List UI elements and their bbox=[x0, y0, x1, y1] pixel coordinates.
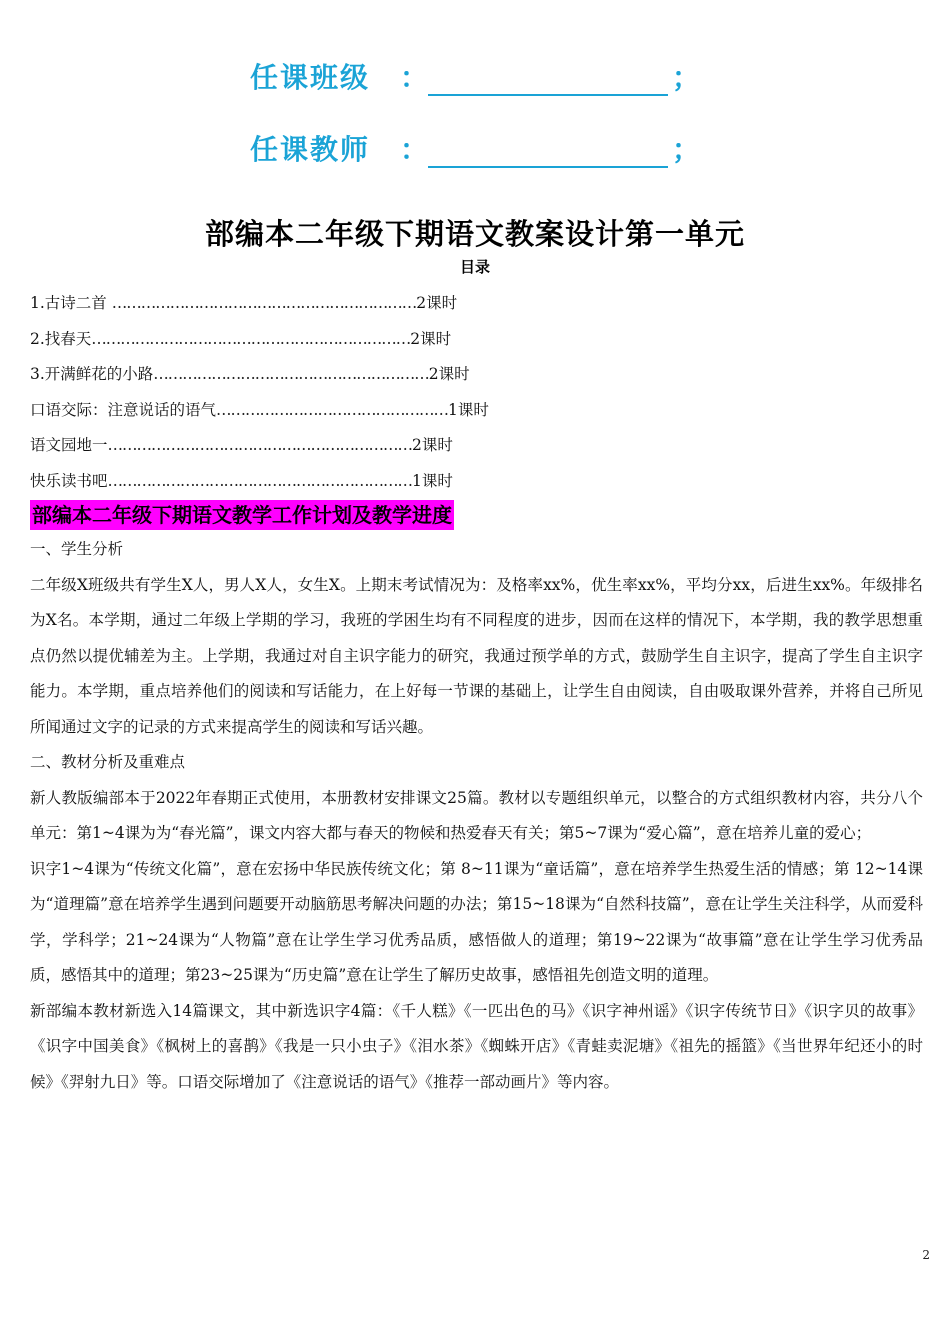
toc-item-hours: 2课时 bbox=[410, 329, 452, 348]
toc-item bbox=[30, 428, 910, 464]
page-number: 2 bbox=[922, 1248, 930, 1262]
student-analysis-heading: 一、学生分析 bbox=[30, 540, 124, 558]
toc-item-hours: 2课时 bbox=[428, 365, 470, 383]
material-analysis-heading: 二、教材分析及重难点 bbox=[30, 753, 186, 771]
material-paragraph-3: 新部编本教材新选入14篇课文，其中新选识字4篇：《千人糕》《一匹出色的马》《识字神州谣》《识字传统节日》《识字贝的故事》《识字中国美食》《枫树上的喜鹊》《我是一只小虫子》《泪水茶》《蜘蛛开店》《青蛙卖泥塘》《祖先的摇篮》《当世界年纪还小的时候》《羿射九日》等。口语交际增加了《注意说话的语气》《推荐一部动画片》等内容。 bbox=[30, 1001, 923, 1091]
toc-item-name: 语文园地一 bbox=[30, 436, 108, 454]
teacher-label: 任课教师 bbox=[250, 133, 371, 166]
toc-item-hours: 1课时 bbox=[412, 471, 453, 490]
toc-item-name: 3.开满鲜花的小路 bbox=[30, 365, 154, 383]
toc-item-hours: 1课时 bbox=[448, 400, 489, 419]
toc-item-dots: ………………………………………………… bbox=[153, 365, 429, 383]
document-title: 部编本二年级下期语文教案设计第一单元 bbox=[204, 217, 745, 251]
teacher-field-row bbox=[250, 124, 700, 168]
teacher-colon: ： bbox=[400, 133, 429, 166]
toc-title: 目录 bbox=[459, 258, 490, 276]
toc-item bbox=[30, 286, 910, 322]
class-blank-line bbox=[428, 64, 668, 96]
class-field-row bbox=[250, 52, 700, 96]
teacher-blank-line bbox=[428, 136, 668, 168]
document-body bbox=[30, 532, 923, 1100]
table-of-contents bbox=[30, 286, 910, 499]
class-colon: ： bbox=[400, 61, 429, 94]
material-paragraph-1: 新人教版编部本于2022年春期正式使用，本册教材安排课文25篇。教材以专题组织单元，以整合的方式组织教材内容，共分八个单元：第1~4课为为“春光篇”，课文内容大都与春天的物候和热爱春天有关；第5~7课为“爱心篇”，意在培养儿童的爱心； bbox=[30, 788, 923, 842]
toc-item bbox=[30, 464, 910, 500]
toc-item bbox=[30, 393, 910, 429]
toc-item-name: 口语交际：注意说话的语气 bbox=[30, 400, 217, 419]
toc-item-dots: ………………………………………………………… bbox=[91, 329, 411, 348]
student-analysis-paragraph: 二年级X班级共有学生X人，男人X人，女生X。上期末考试情况为：及格率xx%，优生率xx%，平均分xx，后进生xx%。年级排名为X名。本学期，通过二年级上学期的学习，我班的学困生均有不同程度的进步，因而在这样的情况下，本学期，我的教学思想重点仍然以提优辅差为主。上学期，我通过对自主识字能力的研究，我通过预学单的方式，鼓励学生自主识字，提高了学生自主识字能力。本学期，重点培养他们的阅读和写话能力，在上好每一节课的基础上，让学生自由阅读，自由吸取课外营养，并将自己所见所闻通过文字的记录的方式来提高学生的阅读和写话兴趣。 bbox=[30, 575, 923, 736]
toc-item-name: 2.找春天 bbox=[30, 329, 92, 348]
class-label: 任课班级 bbox=[250, 61, 371, 94]
toc-item-name: 1.古诗二首 bbox=[30, 294, 112, 312]
toc-item-dots: ………………………………………… bbox=[216, 400, 449, 419]
toc-item bbox=[30, 357, 910, 393]
teacher-semicolon: ； bbox=[672, 133, 701, 166]
class-semicolon: ； bbox=[672, 61, 701, 94]
toc-item-dots: ……………………………………………………… bbox=[107, 436, 413, 454]
toc-item-hours: 2课时 bbox=[412, 436, 453, 454]
toc-item bbox=[30, 322, 910, 358]
toc-item-name: 快乐读书吧 bbox=[30, 471, 108, 490]
toc-item-dots: ……………………………………………………… bbox=[111, 294, 417, 312]
plan-heading-highlighted: 部编本二年级下期语文教学工作计划及教学进度 bbox=[30, 500, 454, 530]
material-paragraph-2: 识字1~4课为“传统文化篇”，意在宏扬中华民族传统文化；第 8~11课为“童话篇”，意在培养学生热爱生活的情感；第 12~14课为“道理篇”意在培养学生遇到问题要开动脑筋思考解决问题的办法；第15~18课为“自然科技篇”，意在让学生关注科学，从而爱科学，学科学；21~24课为“人物篇”意在让学生学习优秀品质，感悟做人的道理；第19~22课为“故事篇”意在让学生学习优秀品质，感悟其中的道理；第23~25课为“历史篇”意在让学生了解历史故事，感悟祖先创造文明的道理。 bbox=[30, 859, 923, 984]
toc-item-dots: ……………………………………………………… bbox=[107, 471, 413, 490]
toc-item-hours: 2课时 bbox=[416, 294, 458, 312]
